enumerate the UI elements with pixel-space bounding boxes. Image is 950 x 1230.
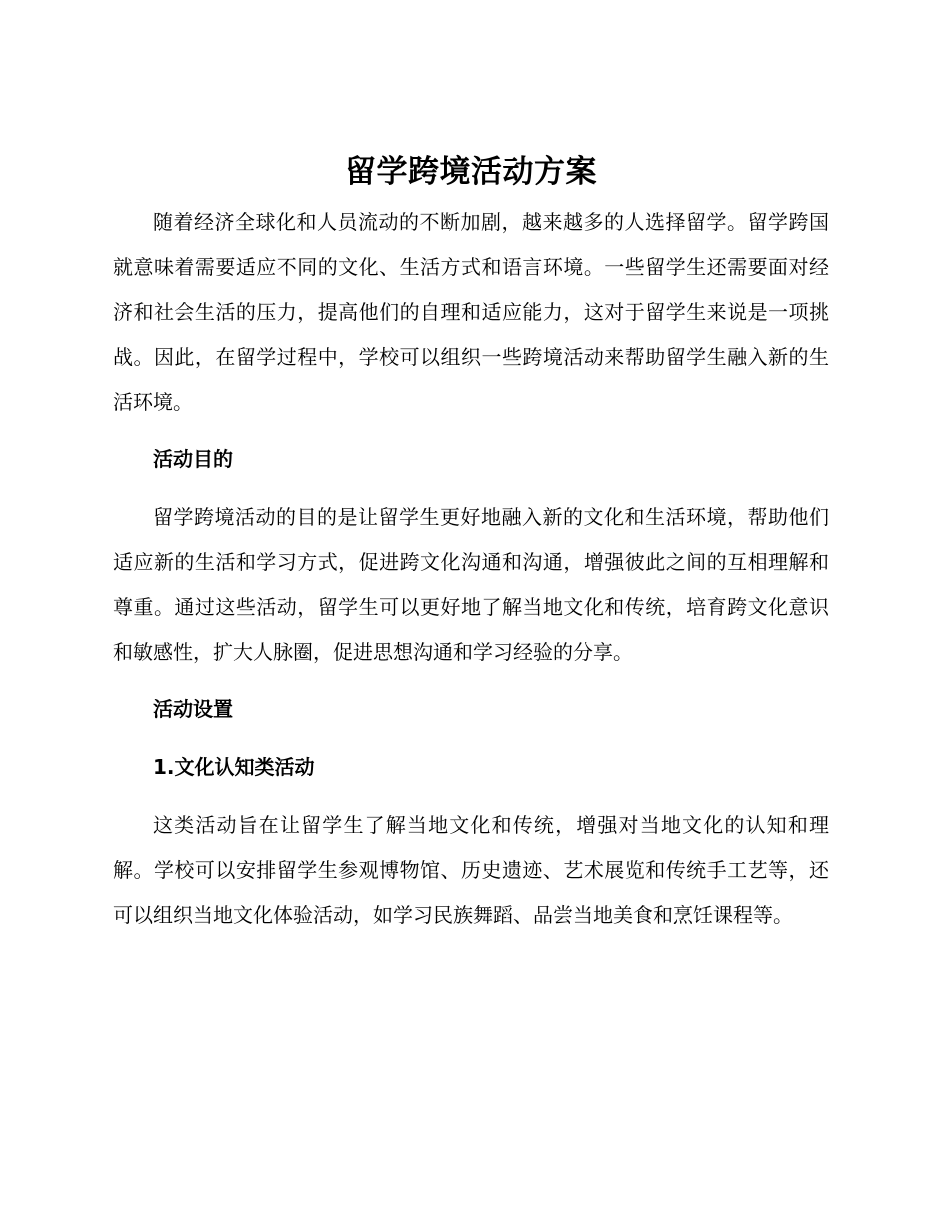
purpose-heading: 活动目的 [153, 447, 233, 471]
setup-heading: 活动设置 [153, 697, 233, 721]
purpose-paragraph: 留学跨境活动的目的是让留学生更好地融入新的文化和生活环境，帮助他们适应新的生活和学习方式，促进跨文化沟通和沟通，增强彼此之间的互相理解和尊重。通过这些活动，留学生可以更好地了解当地文化和传统，培育跨文化意识和敏感性，扩大人脉圈，促进思想沟通和学习经验的分享。 [113, 505, 829, 664]
intro-paragraph: 随着经济全球化和人员流动的不断加剧，越来越多的人选择留学。留学跨国就意味着需要适应不同的文化、生活方式和语言环境。一些留学生还需要面对经济和社会生活的压力，提高他们的自理和适应能力，这对于留学生来说是一项挑战。因此，在留学过程中，学校可以组织一些跨境活动来帮助留学生融入新的生活环境。 [113, 210, 829, 414]
culture-activity-heading: 1.文化认知类活动 [153, 755, 315, 779]
document-body [113, 150, 829, 938]
culture-activity-paragraph: 这类活动旨在让留学生了解当地文化和传统，增强对当地文化的认知和理解。学校可以安排留学生参观博物馆、历史遗迹、艺术展览和传统手工艺等，还可以组织当地文化体验活动，如学习民族舞蹈、品尝当地美食和烹饪课程等。 [113, 813, 829, 927]
document-title: 留学跨境活动方案 [345, 154, 597, 190]
